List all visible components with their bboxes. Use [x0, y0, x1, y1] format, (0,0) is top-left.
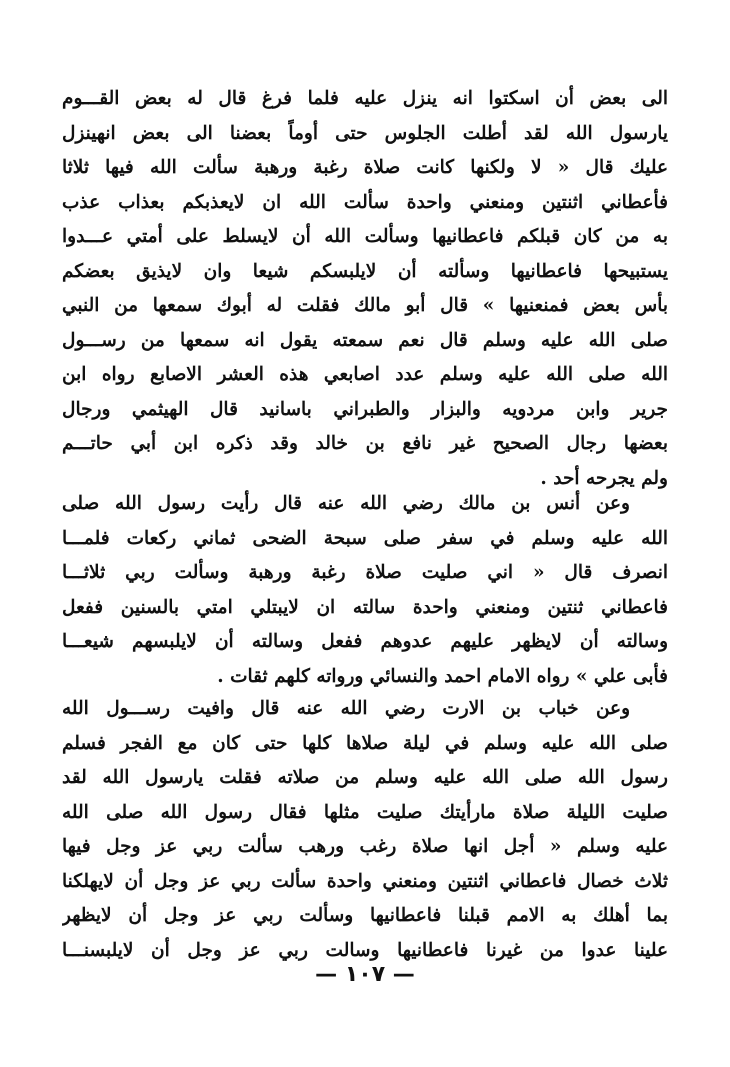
text-line: صلى الله عليه وسلم في ليلة صلاها كلها حتى كان مع الفجر فسلم: [62, 732, 668, 754]
paragraph-3: [62, 692, 668, 968]
text-line: بما أهلك به الامم قبلنا فاعطانيها وسألت ربي عز وجل أن لايظهر: [62, 905, 668, 926]
text-line: عليك قال « لا ولكنها كانت صلاة رغبة ورهبة سألت الله فيها ثلاثا: [62, 157, 668, 178]
text-line: فأعطاني اثنتين ومنعني واحدة سألت الله ان لايعذبكم بعذاب عذب: [62, 191, 668, 213]
text-line: الله صلى الله عليه وسلم عدد اصابعي هذه العشر الاصابع رواه ابن: [62, 364, 668, 385]
text-line: رسول الله صلى الله عليه وسلم من صلاته فقلت يارسول الله لقد: [62, 767, 668, 788]
text-line: الى بعض أن اسكتوا انه ينزل عليه فلما فرغ قال له بعض القـــوم: [62, 88, 668, 109]
text-line: وعن أنس بن مالك رضي الله عنه قال رأيت رسول الله صلى: [62, 493, 630, 514]
text-line: يستبيحها فاعطانيها وسألته أن لايلبسكم شيعا وان لايذيق بعضكم: [62, 260, 668, 282]
text-line: فأبى علي » رواه الامام احمد والنسائي ورواته كلهم ثقات .: [217, 665, 668, 687]
text-line: صلى الله عليه وسلم قال نعم سمعته يقول انه سمعها من رســـول: [62, 329, 668, 351]
paragraph-2: [62, 487, 668, 694]
text-line: عليه وسلم « أجل انها صلاة رغب ورهب سألت ربي عز وجل فيها: [62, 836, 668, 857]
text-line: به من كان قبلكم فاعطانيها وسألت الله أن لايسلط على أمتي عـــدوا: [62, 226, 668, 247]
text-line: انصرف قال « اني صليت صلاة رغبة ورهبة وسألت ربي ثلاثـــا: [62, 562, 668, 583]
text-line: ثلاث خصال فاعطاني اثنتين ومنعني واحدة سألت ربي عز وجل أن لايهلكنا: [62, 870, 668, 892]
text-line: الله عليه وسلم في سفر صلى سبحة الضحى ثماني ركعات فلمـــا: [62, 527, 668, 549]
text-line: علينا عدوا من غيرنا فاعطانيها وسالت ربي عز وجل أن لايلبسنـــا: [62, 939, 668, 961]
text-line: جرير وابن مردويه والبزار والطبراني باسانيد قال الهيثمي ورجال: [62, 398, 668, 420]
paragraph-1: [62, 82, 668, 496]
text-line: ولم يجرحه أحد .: [540, 467, 668, 489]
text-line: صليت الليلة صلاة مارأيتك صليت مثلها فقال رسول الله صلى الله: [62, 801, 668, 823]
text-line: يارسول الله لقد أطلت الجلوس حتى أوماً بعضنا الى بعض انهينزل: [62, 122, 668, 144]
text-line: بأس بعض فمنعنيها » قال أبو مالك فقلت له أبوك سمعها من النبي: [62, 295, 668, 316]
text-line: فاعطاني ثنتين ومنعني واحدة سالته ان لايبتلي امتي بالسنين ففعل: [62, 596, 668, 618]
text-line: وسالته أن لايظهر عليهم عدوهم ففعل وسالته أن لايلبسهم شيعـــا: [62, 631, 668, 652]
text-line: بعضها رجال الصحيح غير نافع بن خالد وقد ذكره ابن أبي حاتـــم: [62, 433, 668, 454]
page-number: — ١٠٧ —: [315, 962, 415, 987]
text-line: وعن خباب بن الارت رضي الله عنه قال وافيت رســـول الله: [62, 698, 630, 719]
